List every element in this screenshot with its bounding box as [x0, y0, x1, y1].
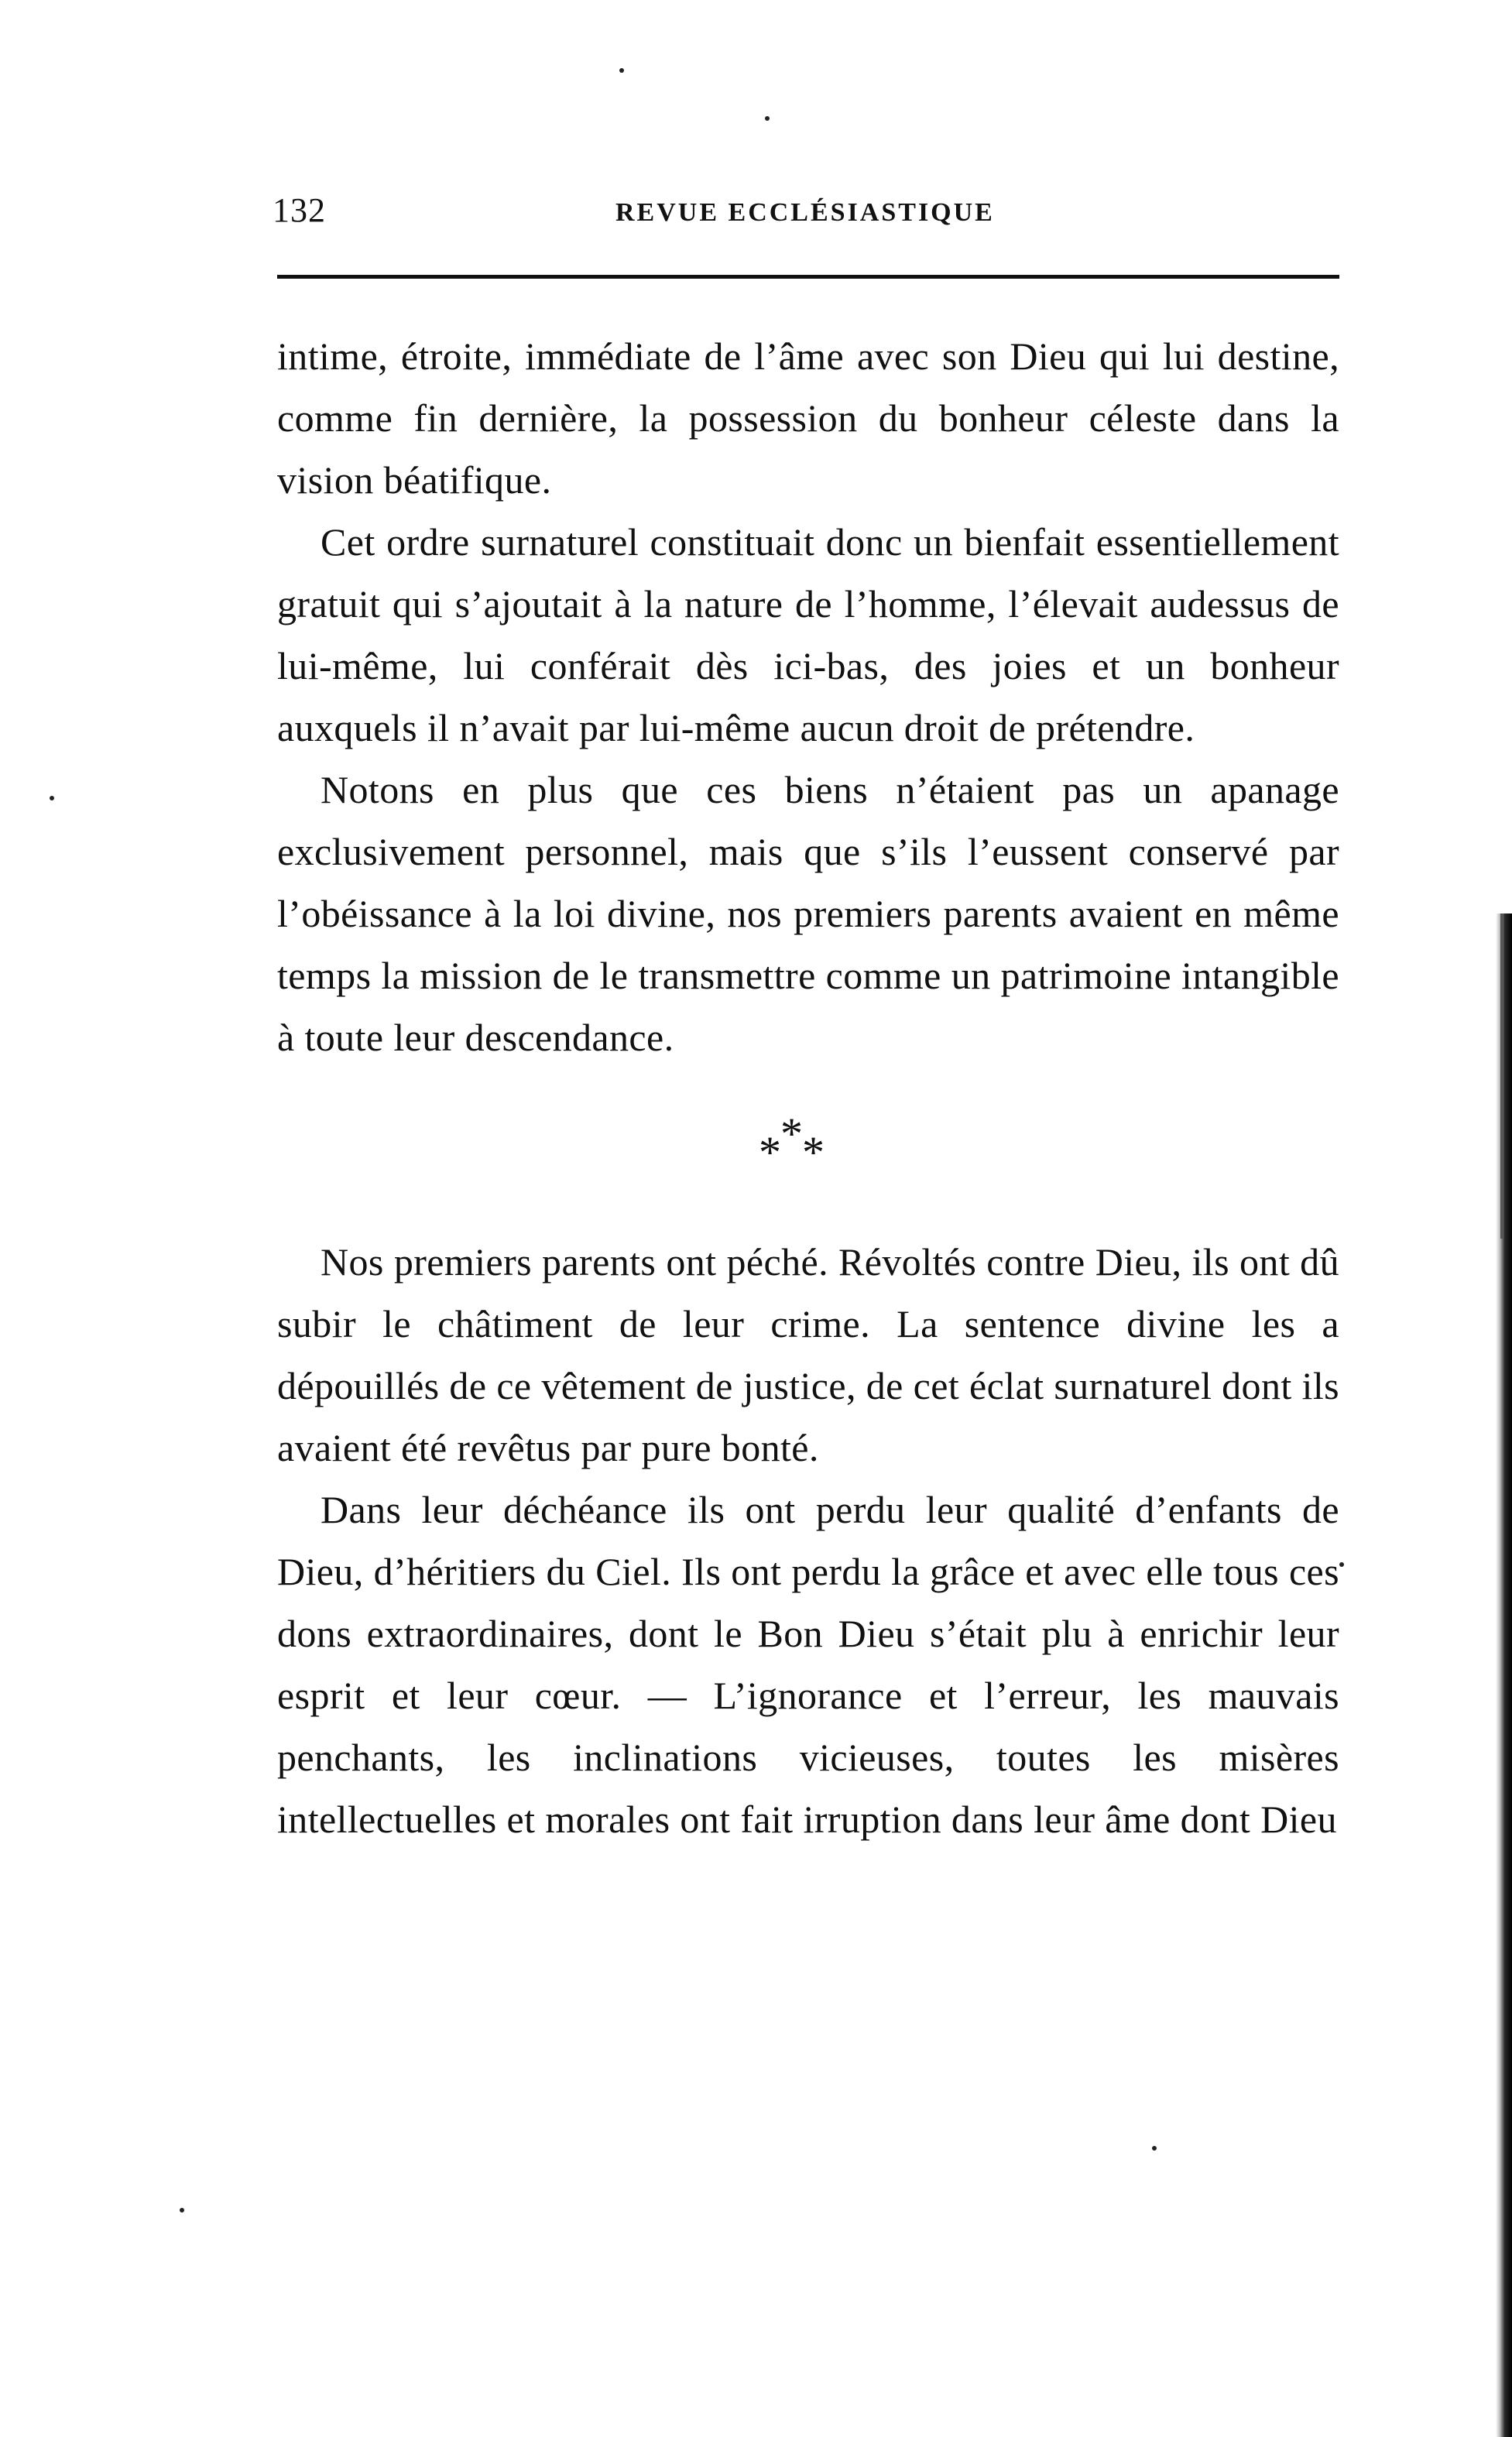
scan-speck — [180, 2208, 184, 2212]
body-text — [277, 325, 1339, 1850]
paragraph-2: Cet ordre surnaturel constituait donc un bienfait essentiellement gratuit qui s’ajoutait à la nature de l’homme, l’élevait audessus de lui-même, lui conférait dès ici-bas, des joies et un bonheur auxquels il n’avait par lui-même aucun droit de prétendre. — [277, 520, 1339, 749]
paragraph-5: Dans leur déchéance ils ont perdu leur qualité d’enfants de Dieu, d’héritiers du Ciel. Ils ont perdu la grâce et avec elle tous ces dons extraordinaires, dont le Bon Dieu s’était plu à enrichir leur esprit et leur cœur. — L’ignorance et l’erreur, les mauvais penchants, les inclinations vicieuses, toutes les misères intellectuelles et morales ont fait irruption dans leur âme dont Dieu — [277, 1488, 1339, 1841]
asterism-star-top: * — [780, 1109, 804, 1159]
paragraph-1: intime, étroite, immédiate de l’âme avec son Dieu qui lui destine, comme fin dernière, la possession du bonheur céleste dans la vision béatifique. — [277, 334, 1339, 502]
asterism-star-left: * — [759, 1127, 782, 1177]
page-edge-line — [1500, 913, 1503, 1239]
scan-speck — [619, 68, 624, 73]
paragraph-4: Nos premiers parents ont péché. Révoltés contre Dieu, ils ont dû subir le châtiment de leur crime. La sentence divine les a dépouillés de ce vêtement de justice, de cet éclat surnaturel dont ils avaient été revêtus par pure bonté. — [277, 1240, 1339, 1469]
scan-speck — [1152, 2146, 1157, 2151]
page-number: 132 — [273, 191, 326, 229]
asterism-separator — [277, 1068, 1339, 1231]
scan-speck — [765, 116, 770, 121]
paragraph-3: Notons en plus que ces biens n’étaient pas un apanage exclusivement personnel, mais que s’ils l’eussent conservé par l’obéissance à la loi divine, nos premiers parents avaient en même temps la mission de le transmettre comme un patrimoine intangible à toute leur descendance. — [277, 768, 1339, 1059]
scan-speck — [50, 796, 54, 800]
asterism-star-right: * — [802, 1127, 825, 1177]
running-title: REVUE ECCLÉSIASTIQUE — [615, 198, 995, 227]
header-rule — [277, 275, 1339, 279]
page-edge-shadow — [1496, 913, 1512, 2437]
scan-speck — [1339, 1562, 1344, 1567]
